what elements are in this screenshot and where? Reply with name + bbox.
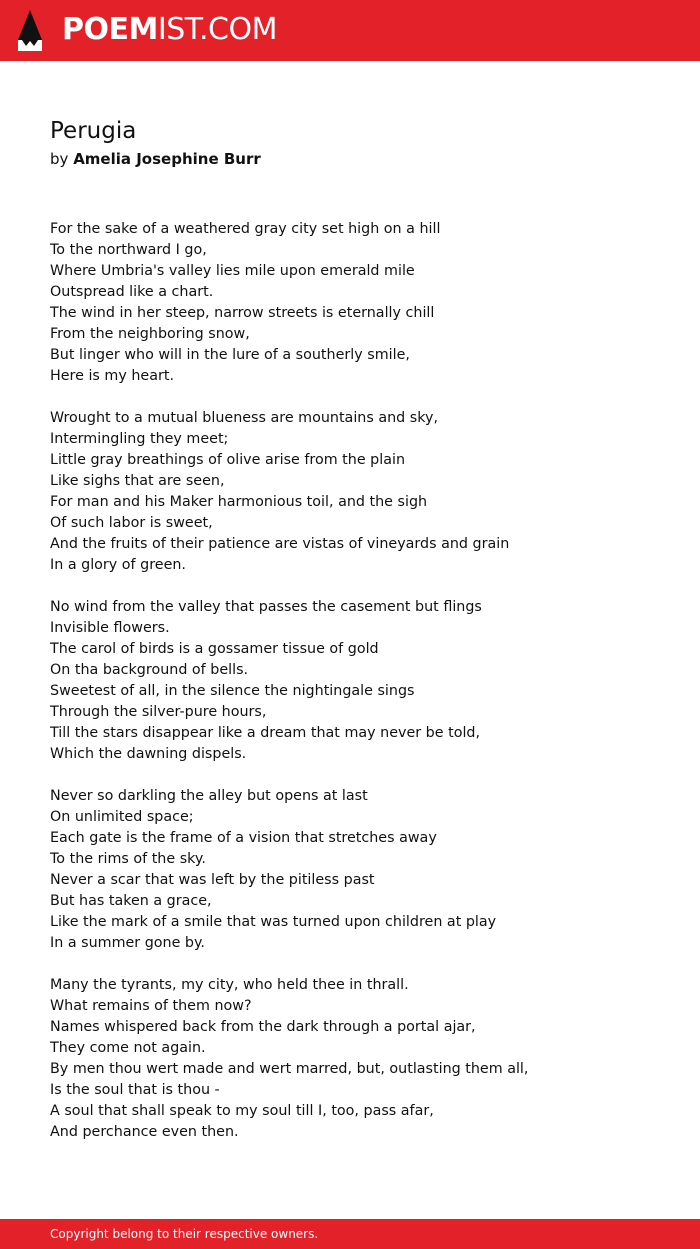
poem-stanza	[50, 786, 670, 954]
site-header	[0, 0, 700, 61]
poem-line: Outspread like a chart.	[50, 284, 214, 300]
poem-byline	[50, 149, 261, 169]
poem-line: Like the mark of a smile that was turned upon children at play	[50, 914, 497, 930]
poem-line: On unlimited space;	[50, 809, 194, 825]
poem-line: Each gate is the frame of a vision that stretches away	[50, 830, 437, 846]
poem-line: By men thou wert made and wert marred, but, outlasting them all,	[50, 1061, 529, 1077]
poem-line: Till the stars disappear like a dream that may never be told,	[50, 725, 481, 741]
poem-line: Names whispered back from the dark through a portal ajar,	[50, 1019, 476, 1035]
poem-line: Wrought to a mutual blueness are mountains and sky,	[50, 410, 439, 426]
by-label: by	[50, 150, 69, 168]
site-footer	[0, 1219, 700, 1249]
poem-line: Many the tyrants, my city, who held thee in thrall.	[50, 977, 409, 993]
poem-line: Through the silver-pure hours,	[50, 704, 267, 720]
poem-line: Here is my heart.	[50, 368, 174, 384]
copyright-notice: Copyright belong to their respective owners.	[50, 1227, 319, 1241]
poem-line: Is the soul that is thou -	[50, 1082, 220, 1098]
poem-stanza	[50, 597, 670, 765]
poem-stanza	[50, 975, 670, 1143]
poem-stanza	[50, 219, 670, 387]
poem-line: Little gray breathings of olive arise from the plain	[50, 452, 406, 468]
poem-line: Sweetest of all, in the silence the nightingale sings	[50, 683, 415, 699]
pencil-icon[interactable]	[18, 10, 42, 51]
poem-line: To the northward I go,	[50, 242, 207, 258]
poem-line: For the sake of a weathered gray city set high on a hill	[50, 221, 441, 237]
poem-line: In a glory of green.	[50, 557, 186, 573]
poem-line: To the rims of the sky.	[50, 851, 206, 867]
logo-bold-text: POEM	[62, 12, 158, 47]
poem-line: Never a scar that was left by the pitiless past	[50, 872, 375, 888]
poem-line: Like sighs that are seen,	[50, 473, 225, 489]
poem-line: They come not again.	[50, 1040, 206, 1056]
site-logo[interactable]	[62, 12, 277, 48]
poem-author: Amelia Josephine Burr	[73, 150, 261, 168]
poem-line: Where Umbria's valley lies mile upon emerald mile	[50, 263, 415, 279]
poem-line: For man and his Maker harmonious toil, and the sigh	[50, 494, 428, 510]
poem-stanza	[50, 408, 670, 576]
poem-body	[50, 219, 670, 1164]
poem-line: And perchance even then.	[50, 1124, 239, 1140]
logo-light-text: IST.COM	[157, 12, 277, 47]
poem-line: Which the dawning dispels.	[50, 746, 247, 762]
poem-line: Intermingling they meet;	[50, 431, 229, 447]
poem-line: Never so darkling the alley but opens at last	[50, 788, 368, 804]
poem-line: But linger who will in the lure of a southerly smile,	[50, 347, 410, 363]
poem-line: No wind from the valley that passes the casement but flings	[50, 599, 482, 615]
poem-title: Perugia	[50, 118, 137, 144]
poem-line: And the fruits of their patience are vistas of vineyards and grain	[50, 536, 510, 552]
poem-line: From the neighboring snow,	[50, 326, 250, 342]
poem-line: The carol of birds is a gossamer tissue of gold	[50, 641, 379, 657]
poem-line: The wind in her steep, narrow streets is eternally chill	[50, 305, 435, 321]
poem-line: A soul that shall speak to my soul till I, too, pass afar,	[50, 1103, 434, 1119]
poem-line: Of such labor is sweet,	[50, 515, 213, 531]
poem-line: But has taken a grace,	[50, 893, 212, 909]
poem-line: In a summer gone by.	[50, 935, 205, 951]
poem-line: What remains of them now?	[50, 998, 252, 1014]
poem-line: Invisible flowers.	[50, 620, 170, 636]
poem-line: On tha background of bells.	[50, 662, 249, 678]
